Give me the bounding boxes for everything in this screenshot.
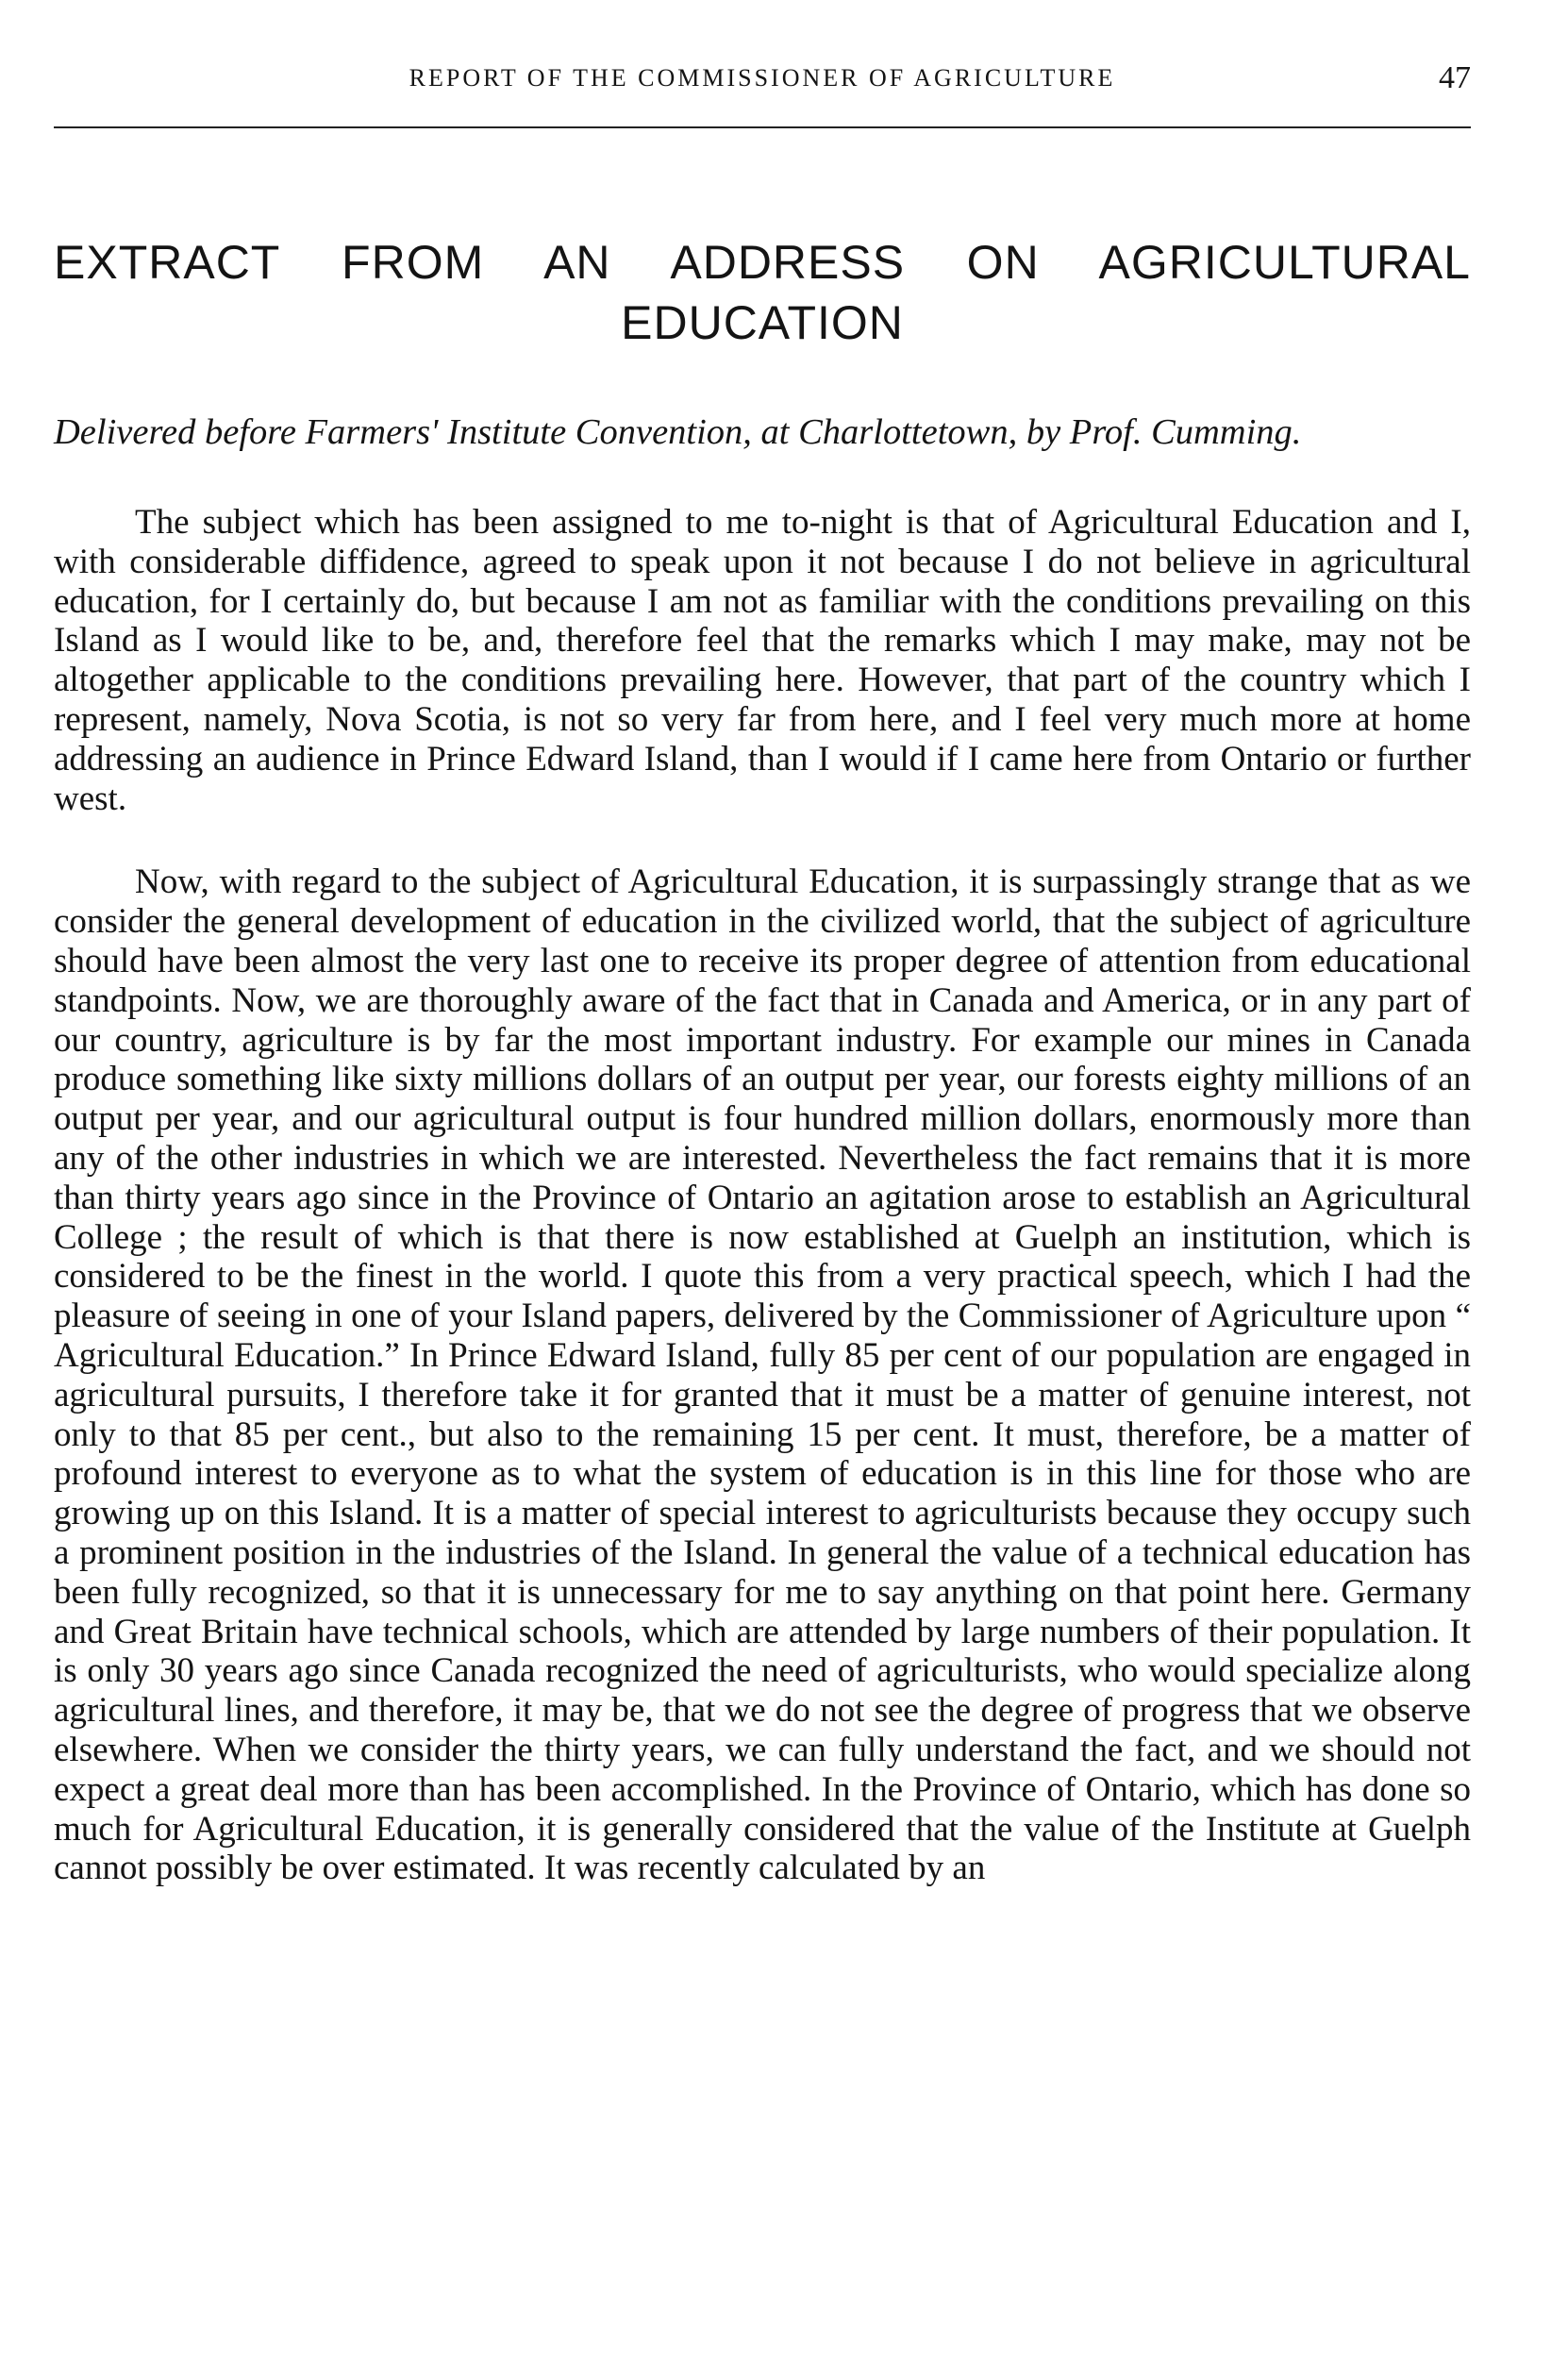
article-title-line-2: EDUCATION <box>621 296 904 349</box>
page-number: 47 <box>1439 60 1471 95</box>
paragraph-2: Now, with regard to the subject of Agricultural Education, it is surpassingly strange that as we consider the general development of education in the civilized world, that the subject of agriculture should have been almost the very last one to receive its proper degree of attention from educational standpoints. Now, we are thoroughly aware of the fact that in Canada and America, or in any part of our country, agriculture is by far the most important industry. For example our mines in Canada produce something like sixty millions dollars of an output per year, our forests eighty millions of an output per year, and our agricultural output is four hundred million dollars, enormously more than any of the other industries in which we are interested. Nevertheless the fact remains that it is more than thirty years ago since in the Province of Ontario an agitation arose to establish an Agricultural College ; the result of which is that there is now established at Guelph an institution, which is considered to be the finest in the world. I quote this from a very practical speech, which I had the pleasure of seeing in one of your Island papers, delivered by the Commissioner of Agriculture upon “ Agricultural Education.” In Prince Edward Island, fully 85 per cent of our population are engaged in agricultural pursuits, I therefore take it for granted that it must be a matter of genuine interest, not only to that 85 per cent., but also to the remaining 15 per cent. It must, therefore, be a matter of profound interest to everyone as to what the system of education is in this line for those who are growing up on this Island. It is a matter of special interest to agriculturists because they occupy such a prominent position in the industries of the Island. In general the value of a technical education has been fully recognized, so that it is unnecessary for me to say anything on that point here. Germany and Great Britain have technical schools, which are attended by large numbers of their population. It is only 30 years ago since Canada recognized the need of agriculturists, who would specialize along agricultural lines, and therefore, it may be, that we do not see the degree of progress that we observe elsewhere. When we consider the thirty years, we can fully understand the fact, and we should not expect a great deal more than has been accomplished. In the Province of Ontario, which has done so much for Agricultural Education, it is generally considered that the value of the Institute at Guelph cannot possibly be over estimated. It was recently calculated by an <box>54 862 1471 1888</box>
running-header <box>54 0 1471 128</box>
article-title-line-1: EXTRACT FROM AN ADDRESS ON AGRICULTURAL <box>54 236 1471 289</box>
paragraph-1: The subject which has been assigned to me to-night is that of Agricultural Education and I, with considerable diffidence, agreed to speak upon it not because I do not believe in agricultural education, for I certainly do, but because I am not as familiar with the conditions prevailing on this Island as I would like to be, and, therefore feel that the remarks which I may make, may not be altogether applicable to the conditions prevailing here. However, that part of the country which I represent, namely, Nova Scotia, is not so very far from here, and I feel very much more at home addressing an audience in Prince Edward Island, than I would if I came here from Ontario or further west. <box>54 503 1471 818</box>
article-title <box>54 232 1471 353</box>
article-subtitle: Delivered before Farmers' Institute Convention, at Charlottetown, by Prof. Cumming. <box>54 412 1302 452</box>
article-body <box>54 503 1471 1888</box>
header-rule <box>54 126 1471 128</box>
document-page <box>54 0 1471 1888</box>
running-title: REPORT OF THE COMMISSIONER OF AGRICULTURE <box>409 64 1116 92</box>
